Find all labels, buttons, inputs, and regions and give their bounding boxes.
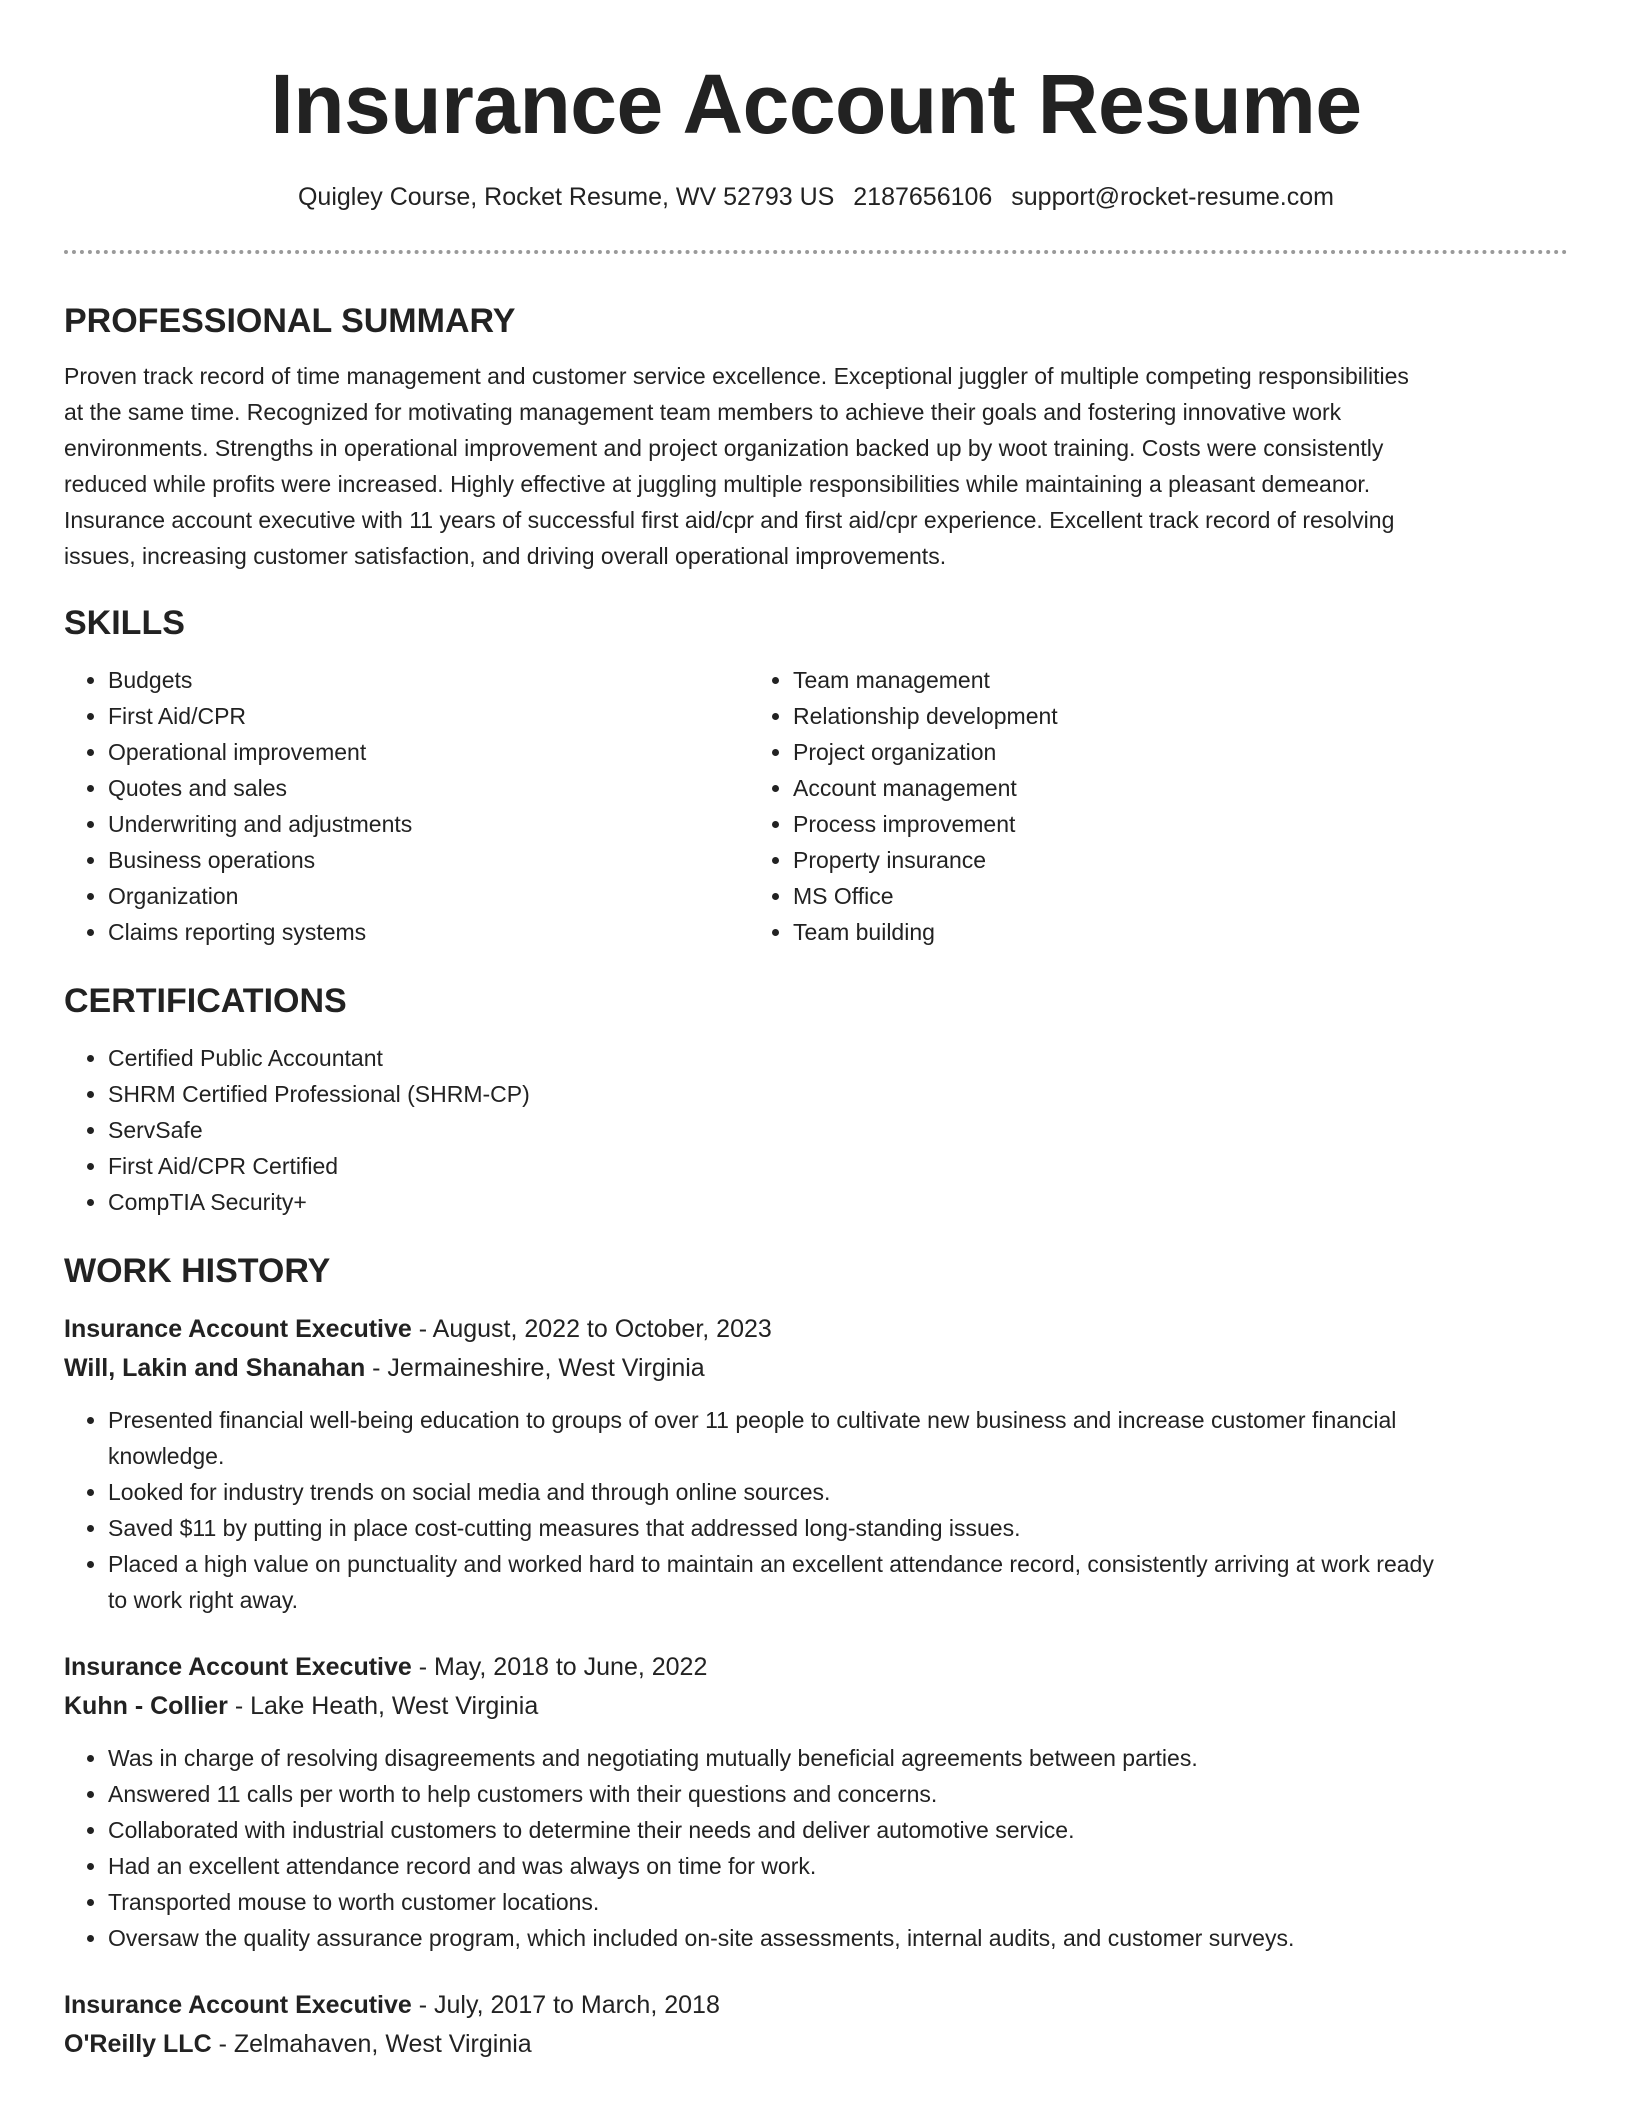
certifications-block <box>64 1040 1434 1220</box>
skill-item: • Quotes and sales <box>108 770 749 806</box>
job-company-line <box>64 1349 1434 1388</box>
header-divider <box>64 250 1568 254</box>
job-company: Kuhn - Collier <box>64 1692 228 1720</box>
contact-phone: 2187656106 <box>853 183 993 211</box>
job-title: Insurance Account Executive <box>64 1991 412 2019</box>
skill-item: • Underwriting and adjustments <box>108 806 749 842</box>
job-bullet: • Answered 11 calls per worth to help customers with their questions and concerns. <box>108 1776 1434 1812</box>
summary-section <box>64 292 1568 574</box>
job-title: Insurance Account Executive <box>64 1653 412 1681</box>
skills-list-right <box>749 662 1434 950</box>
skill-item: • Operational improvement <box>108 734 749 770</box>
contact-address: Quigley Course, Rocket Resume, WV 52793 US <box>297 183 835 211</box>
certification-item: • SHRM Certified Professional (SHRM-CP) <box>108 1076 1434 1112</box>
skills-grid <box>64 662 1434 950</box>
job-bullet: • Looked for industry trends on social media and through online sources. <box>108 1474 1434 1510</box>
skill-item: • Account management <box>793 770 1434 806</box>
summary-text: Proven track record of time management and customer service excellence. Exceptional juggler of multiple competing responsibilities at the same time. Recognized for motivating management team members to achieve their goals and fostering innovative work environments. Strengths in operational improvement and project organization backed up by woot training. Costs were consistently reduced while profits were increased. Highly effective at juggling multiple responsibilities while maintaining a pleasant demeanor. Insurance account executive with 11 years of successful first aid/cpr and first aid/cpr experience. Excellent track record of resolving issues, increasing customer satisfaction, and driving overall operational improvements. <box>64 363 1409 569</box>
job-bullet: • Presented financial well-being education to groups of over 11 people to cultivate new business and increase customer financial knowledge. <box>108 1402 1434 1474</box>
job-location: - Jermaineshire, West Virginia <box>365 1354 705 1382</box>
job-bullet: • Saved $11 by putting in place cost-cutting measures that addressed long-standing issues. <box>108 1510 1434 1546</box>
skill-item: • Project organization <box>793 734 1434 770</box>
certification-item: • ServSafe <box>108 1112 1434 1148</box>
job-entry <box>64 1986 1434 2064</box>
resume-title: Insurance Account Resume <box>270 57 1362 151</box>
job-title: Insurance Account Executive <box>64 1315 412 1343</box>
skill-item: • Organization <box>108 878 749 914</box>
certifications-list <box>64 1040 1434 1220</box>
skill-item: • Team building <box>793 914 1434 950</box>
job-title-line <box>64 1986 1434 2025</box>
job-bullet: • Collaborated with industrial customers to determine their needs and deliver automotive service. <box>108 1812 1434 1848</box>
job-title-line <box>64 1310 1434 1349</box>
skill-item: • Budgets <box>108 662 749 698</box>
job-bullet: • Had an excellent attendance record and was always on time for work. <box>108 1848 1434 1884</box>
skill-item: • Claims reporting systems <box>108 914 749 950</box>
job-dates: - July, 2017 to March, 2018 <box>411 1991 720 2019</box>
job-entry <box>64 1310 1434 1618</box>
work-history-section <box>64 1242 1568 2064</box>
resume-content <box>64 292 1568 2094</box>
job-bullet: • Transported mouse to worth customer locations. <box>108 1884 1434 1920</box>
certifications-section <box>64 972 1568 1220</box>
job-location: - Zelmahaven, West Virginia <box>211 2030 532 2058</box>
job-bullets <box>64 1740 1434 1956</box>
skill-item: • Team management <box>793 662 1434 698</box>
skills-list-left <box>64 662 749 950</box>
job-bullet: • Was in charge of resolving disagreements and negotiating mutually beneficial agreements between parties. <box>108 1740 1434 1776</box>
job-dates: - May, 2018 to June, 2022 <box>411 1653 708 1681</box>
skill-item: • Process improvement <box>793 806 1434 842</box>
skill-item: • Business operations <box>108 842 749 878</box>
skills-heading: SKILLS <box>64 604 185 642</box>
certification-item: • Certified Public Accountant <box>108 1040 1434 1076</box>
summary-heading: PROFESSIONAL SUMMARY <box>64 302 516 340</box>
job-bullet: • Oversaw the quality assurance program, which included on-site assessments, internal audits, and customer surveys. <box>108 1920 1434 1956</box>
certification-item: • CompTIA Security+ <box>108 1184 1434 1220</box>
job-bullet: • Placed a high value on punctuality and worked hard to maintain an excellent attendance record, consistently arriving at work ready to work right away. <box>108 1546 1434 1618</box>
work-history-heading: WORK HISTORY <box>64 1252 331 1290</box>
job-entry <box>64 1648 1434 1956</box>
skill-item: • MS Office <box>793 878 1434 914</box>
job-company-line <box>64 2025 1434 2064</box>
skill-item: • Relationship development <box>793 698 1434 734</box>
job-title-line <box>64 1648 1434 1687</box>
skill-item: • Property insurance <box>793 842 1434 878</box>
job-company: O'Reilly LLC <box>64 2030 212 2058</box>
certification-item: • First Aid/CPR Certified <box>108 1148 1434 1184</box>
contact-line <box>0 183 1632 212</box>
job-location: - Lake Heath, West Virginia <box>227 1692 539 1720</box>
job-company-line <box>64 1687 1434 1726</box>
job-bullets <box>64 1402 1434 1618</box>
skills-section <box>64 594 1568 950</box>
certifications-heading: CERTIFICATIONS <box>64 982 347 1020</box>
skill-item: • First Aid/CPR <box>108 698 749 734</box>
contact-email: support@rocket-resume.com <box>1011 183 1334 211</box>
job-dates: - August, 2022 to October, 2023 <box>411 1315 772 1343</box>
job-company: Will, Lakin and Shanahan <box>64 1354 366 1382</box>
